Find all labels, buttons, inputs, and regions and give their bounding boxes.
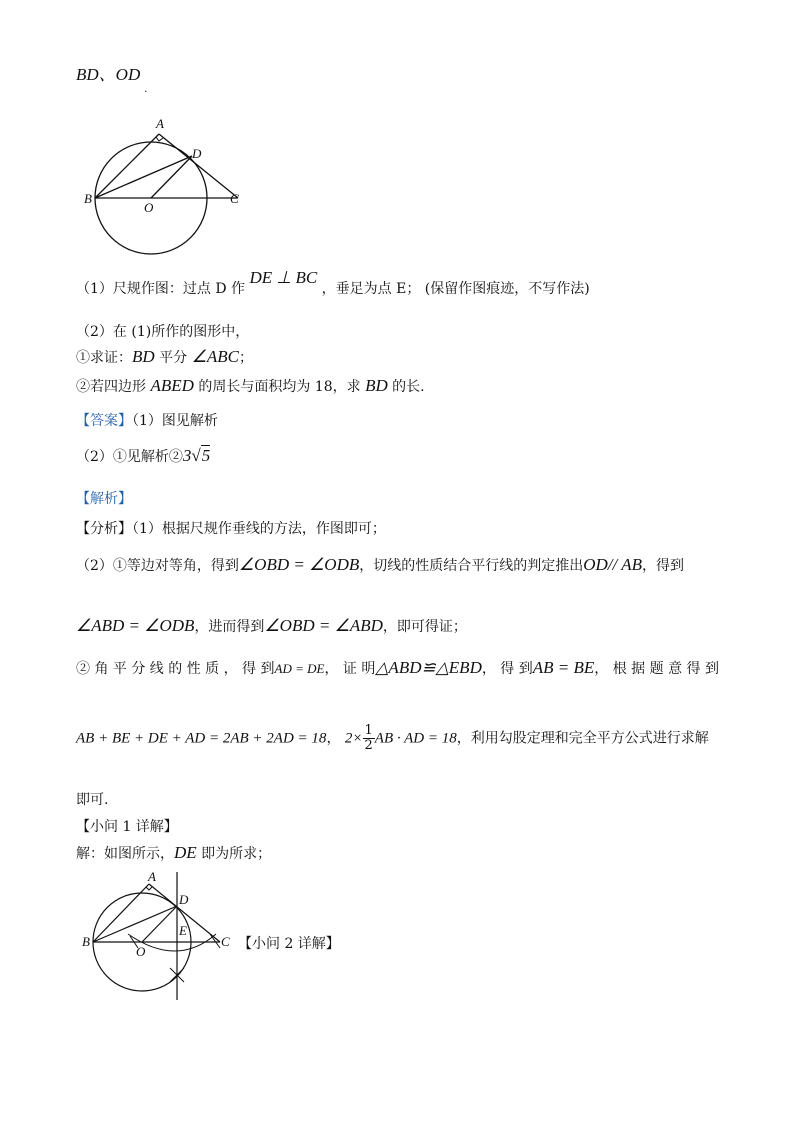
question-2: （2）在 (1)所作的图形中，: [76, 324, 250, 340]
answer-text: （1）图见解析: [132, 413, 218, 429]
a3-part1: ，进而得到: [194, 619, 265, 635]
a2-expr2: OD// AB: [583, 555, 642, 574]
question-2b: [76, 376, 425, 396]
q2a-mid: 平分: [154, 350, 192, 366]
segment-od: [142, 906, 177, 942]
a5-frac-num: 1: [364, 723, 373, 738]
label-d: D: [192, 146, 202, 161]
analysis-line-3: [76, 616, 467, 636]
label-a: A: [156, 116, 164, 131]
a5-expr2a: 2×: [344, 730, 363, 747]
figure-1-svg: [80, 112, 260, 257]
analysis-line-4: [76, 658, 719, 678]
a5-expr1: AB + BE + DE + AD = 2AB + 2AD = 18: [76, 730, 327, 747]
a5-fraction: [363, 724, 375, 753]
label-c: C: [230, 191, 239, 206]
a2-expr1: ∠OBD = ∠ODB: [238, 555, 360, 574]
analysis-line-5: [76, 724, 709, 753]
a4-part3: ， 得 到: [481, 661, 533, 677]
answer-line-1: [76, 410, 218, 430]
a3-part2: ，即可得证；: [382, 619, 467, 635]
figure-2-svg: [80, 868, 240, 1008]
label-b: B: [82, 934, 90, 949]
a2-part2: ，切线的性质结合平行线的判定推出: [359, 558, 584, 574]
q2b-mid: 的周长与面积均为 18，求: [193, 379, 366, 395]
a3-expr2: ∠OBD = ∠ABD: [264, 616, 383, 635]
intro-label: BD、OD: [76, 65, 141, 84]
question-1: [76, 268, 590, 298]
solution-1: [76, 843, 271, 863]
sol1-prefix: 解：如图所示，: [76, 846, 174, 862]
q2b-suffix: 的长.: [387, 379, 425, 395]
label-d: D: [179, 892, 189, 907]
label-o: O: [136, 944, 146, 959]
sol1-suffix: 即为所求；: [196, 846, 272, 862]
answer-line-2: [76, 446, 210, 466]
segment-bd: [95, 156, 192, 198]
a3-expr1: ∠ABD = ∠ODB: [76, 616, 195, 635]
figure-2: [80, 868, 240, 1008]
sub-question-2-heading: 【小问 2 详解】: [238, 936, 340, 952]
q1-prefix: （1）尺规作图：过点 D 作: [76, 281, 246, 297]
right-angle-mark: [146, 887, 152, 890]
answer2-radicand: 5: [201, 446, 211, 465]
a4-expr3: AB = BE: [532, 658, 595, 677]
segment-od: [151, 156, 192, 198]
q2a-prefix: ①求证：: [76, 350, 132, 366]
q2b-expr1: ABED: [150, 376, 194, 395]
label-o: O: [144, 200, 154, 215]
analysis-tag: 【解析】: [76, 491, 132, 507]
analysis-line-6: 即可.: [76, 792, 109, 808]
q2a-expr1: BD: [132, 347, 155, 366]
sub-question-1-heading: 【小问 1 详解】: [76, 819, 178, 835]
a4-expr2: △ABD≌△EBD: [375, 658, 482, 677]
sol1-expr: DE: [174, 843, 197, 862]
q2b-expr2: BD: [365, 376, 388, 395]
a5-comma: ，: [326, 730, 341, 747]
figure-1: [80, 112, 260, 257]
label-c: C: [221, 934, 230, 949]
q2b-prefix: ②若四边形: [76, 379, 151, 395]
segment-ac: [159, 134, 238, 198]
answer2-prefix: （2）①见解析②: [76, 449, 183, 465]
label-e: E: [179, 923, 187, 938]
answer2-coef: 3: [182, 446, 192, 465]
right-angle-mark: [156, 137, 163, 141]
question-2a: [76, 347, 253, 367]
answer-tag: 【答案】: [76, 413, 132, 429]
q1-expr: DE ⊥ BC: [249, 268, 318, 287]
a4-expr1: AD = DE: [274, 661, 325, 676]
a2-part1: （2）①等边对等角，得到: [76, 558, 239, 574]
q1-suffix: ，垂足为点 E； (保留作图痕迹，不写作法): [321, 281, 590, 297]
a4-part4: ， 根 据 题 意 得 到: [594, 661, 719, 677]
segment-ba: [93, 884, 149, 942]
q2a-expr2: ∠ABC: [191, 347, 239, 366]
a5-frac-den: 2: [364, 738, 373, 753]
q2a-suffix: ；: [238, 350, 253, 366]
analysis-line-1: 【分析】（1）根据尺规作垂线的方法，作图即可；: [76, 521, 386, 537]
intro-text: [76, 60, 148, 95]
label-b: B: [84, 191, 92, 206]
a4-part2: ， 证 明: [324, 661, 376, 677]
segment-bd: [93, 906, 177, 942]
intro-dot: .: [144, 81, 148, 95]
a5-part: ，利用勾股定理和完全平方公式进行求解: [456, 730, 709, 747]
a2-part3: ，得到: [641, 558, 684, 574]
analysis-line-2: [76, 555, 684, 575]
a5-expr2b: AB · AD = 18: [374, 730, 457, 747]
label-a: A: [148, 869, 156, 884]
answer2-radical: √: [191, 446, 201, 465]
a4-part1: ② 角 平 分 线 的 性 质 ， 得 到: [76, 661, 275, 677]
